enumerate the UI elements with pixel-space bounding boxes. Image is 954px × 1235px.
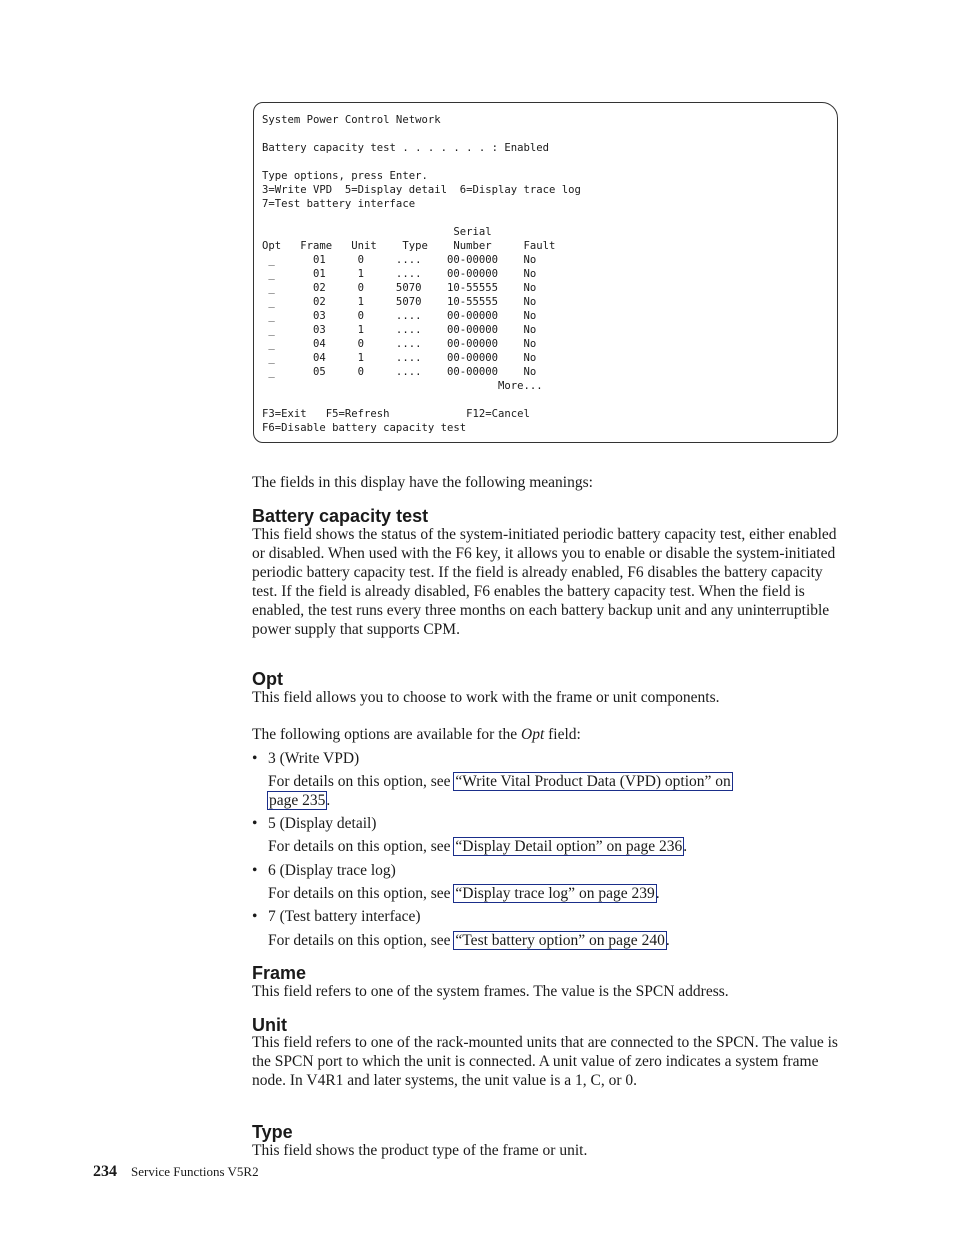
terminal-screen-text: System Power Control Network Battery capacity test . . . . . . . : Enabled Type options, press Enter. 3=Write VPD 5=Display detail 6=Display trace log 7=Test battery interface Serial Opt Frame Unit Type Number Fault _ 01 0 .... 00-00000 No _ 01 1 .... 00-00000 No _ 02 0 5070 10-55555 No _ 02 1 5070 10-55555 No _ 03 0 .... 00-00000 No _ 03 1 .... 00-00000 No _ 04 0 .... 00-00000 No _ 04 1 .... 00-00000 No _ 05 0 .... 00-00000 No More... F3=Exit F5=Refresh F12=Cancel F6=Disable battery capacity test (262, 114, 581, 434)
heading-battery-capacity-test: Battery capacity test (252, 506, 429, 526)
option-detail: For details on this option, see “Display trace log” on page 239. (268, 885, 660, 902)
terminal-screen-figure (253, 102, 838, 443)
option-list-item: • 3 (Write VPD) (252, 750, 360, 767)
opt-description: This field allows you to choose to work with the frame or unit components. (252, 689, 720, 706)
bullet-icon: • (252, 750, 258, 767)
heading-unit: Unit (252, 1015, 287, 1035)
opt-emphasis: Opt (521, 726, 545, 743)
heading-opt: Opt (252, 669, 283, 689)
intro-text: The fields in this display have the following meanings: (252, 474, 593, 491)
link-test-battery-option[interactable]: “Test battery option” on page 240 (455, 932, 665, 949)
page-number: 234 (93, 1163, 117, 1180)
option-list-item: • 7 (Test battery interface) (252, 908, 421, 925)
unit-description: This field refers to one of the rack-mounted units that are connected to the SPCN. The value is the SPCN port to which the unit is connected. A unit value of zero indicates a system frame node. In V4R1 and later systems, the unit value is a 1, C, or 0. (252, 1034, 838, 1089)
battery-capacity-test-description: This field shows the status of the system-initiated periodic battery capacity test, either enabled or disabled. When used with the F6 key, it allows you to enable or disable the system-initiated periodic battery capacity test. If the field is already enabled, F6 disables the battery capacity test. If the field is already disabled, F6 enables the battery capacity test. When the field is enabled, the test runs every three months on each battery backup unit and any uninterruptible power supply that supports CPM. (252, 526, 837, 638)
option-detail: For details on this option, see “Write Vital Product Data (VPD) option” on page 235. (268, 773, 731, 809)
option-list-item: • 5 (Display detail) (252, 815, 377, 832)
link-display-detail-option[interactable]: “Display Detail option” on page 236 (455, 838, 683, 855)
page-footer (93, 1163, 259, 1181)
option-detail: For details on this option, see “Display Detail option” on page 236. (268, 838, 688, 855)
frame-description: This field refers to one of the system frames. The value is the SPCN address. (252, 983, 729, 1000)
type-description: This field shows the product type of the frame or unit. (252, 1142, 588, 1159)
link-write-vpd-option[interactable]: “Write Vital Product Data (VPD) option” on (455, 773, 731, 790)
heading-frame: Frame (252, 963, 307, 983)
bullet-icon: • (252, 815, 258, 832)
link-write-vpd-option-page[interactable]: page 235 (269, 792, 326, 809)
heading-type: Type (252, 1122, 293, 1142)
bullet-icon: • (252, 862, 258, 879)
opt-options-intro: The following options are available for the Opt field: (252, 726, 581, 743)
option-list-item: • 6 (Display trace log) (252, 862, 396, 879)
link-display-trace-log[interactable]: “Display trace log” on page 239 (455, 885, 655, 902)
bullet-icon: • (252, 908, 258, 925)
book-title: Service Functions V5R2 (131, 1164, 259, 1179)
option-detail: For details on this option, see “Test battery option” on page 240. (268, 932, 670, 949)
